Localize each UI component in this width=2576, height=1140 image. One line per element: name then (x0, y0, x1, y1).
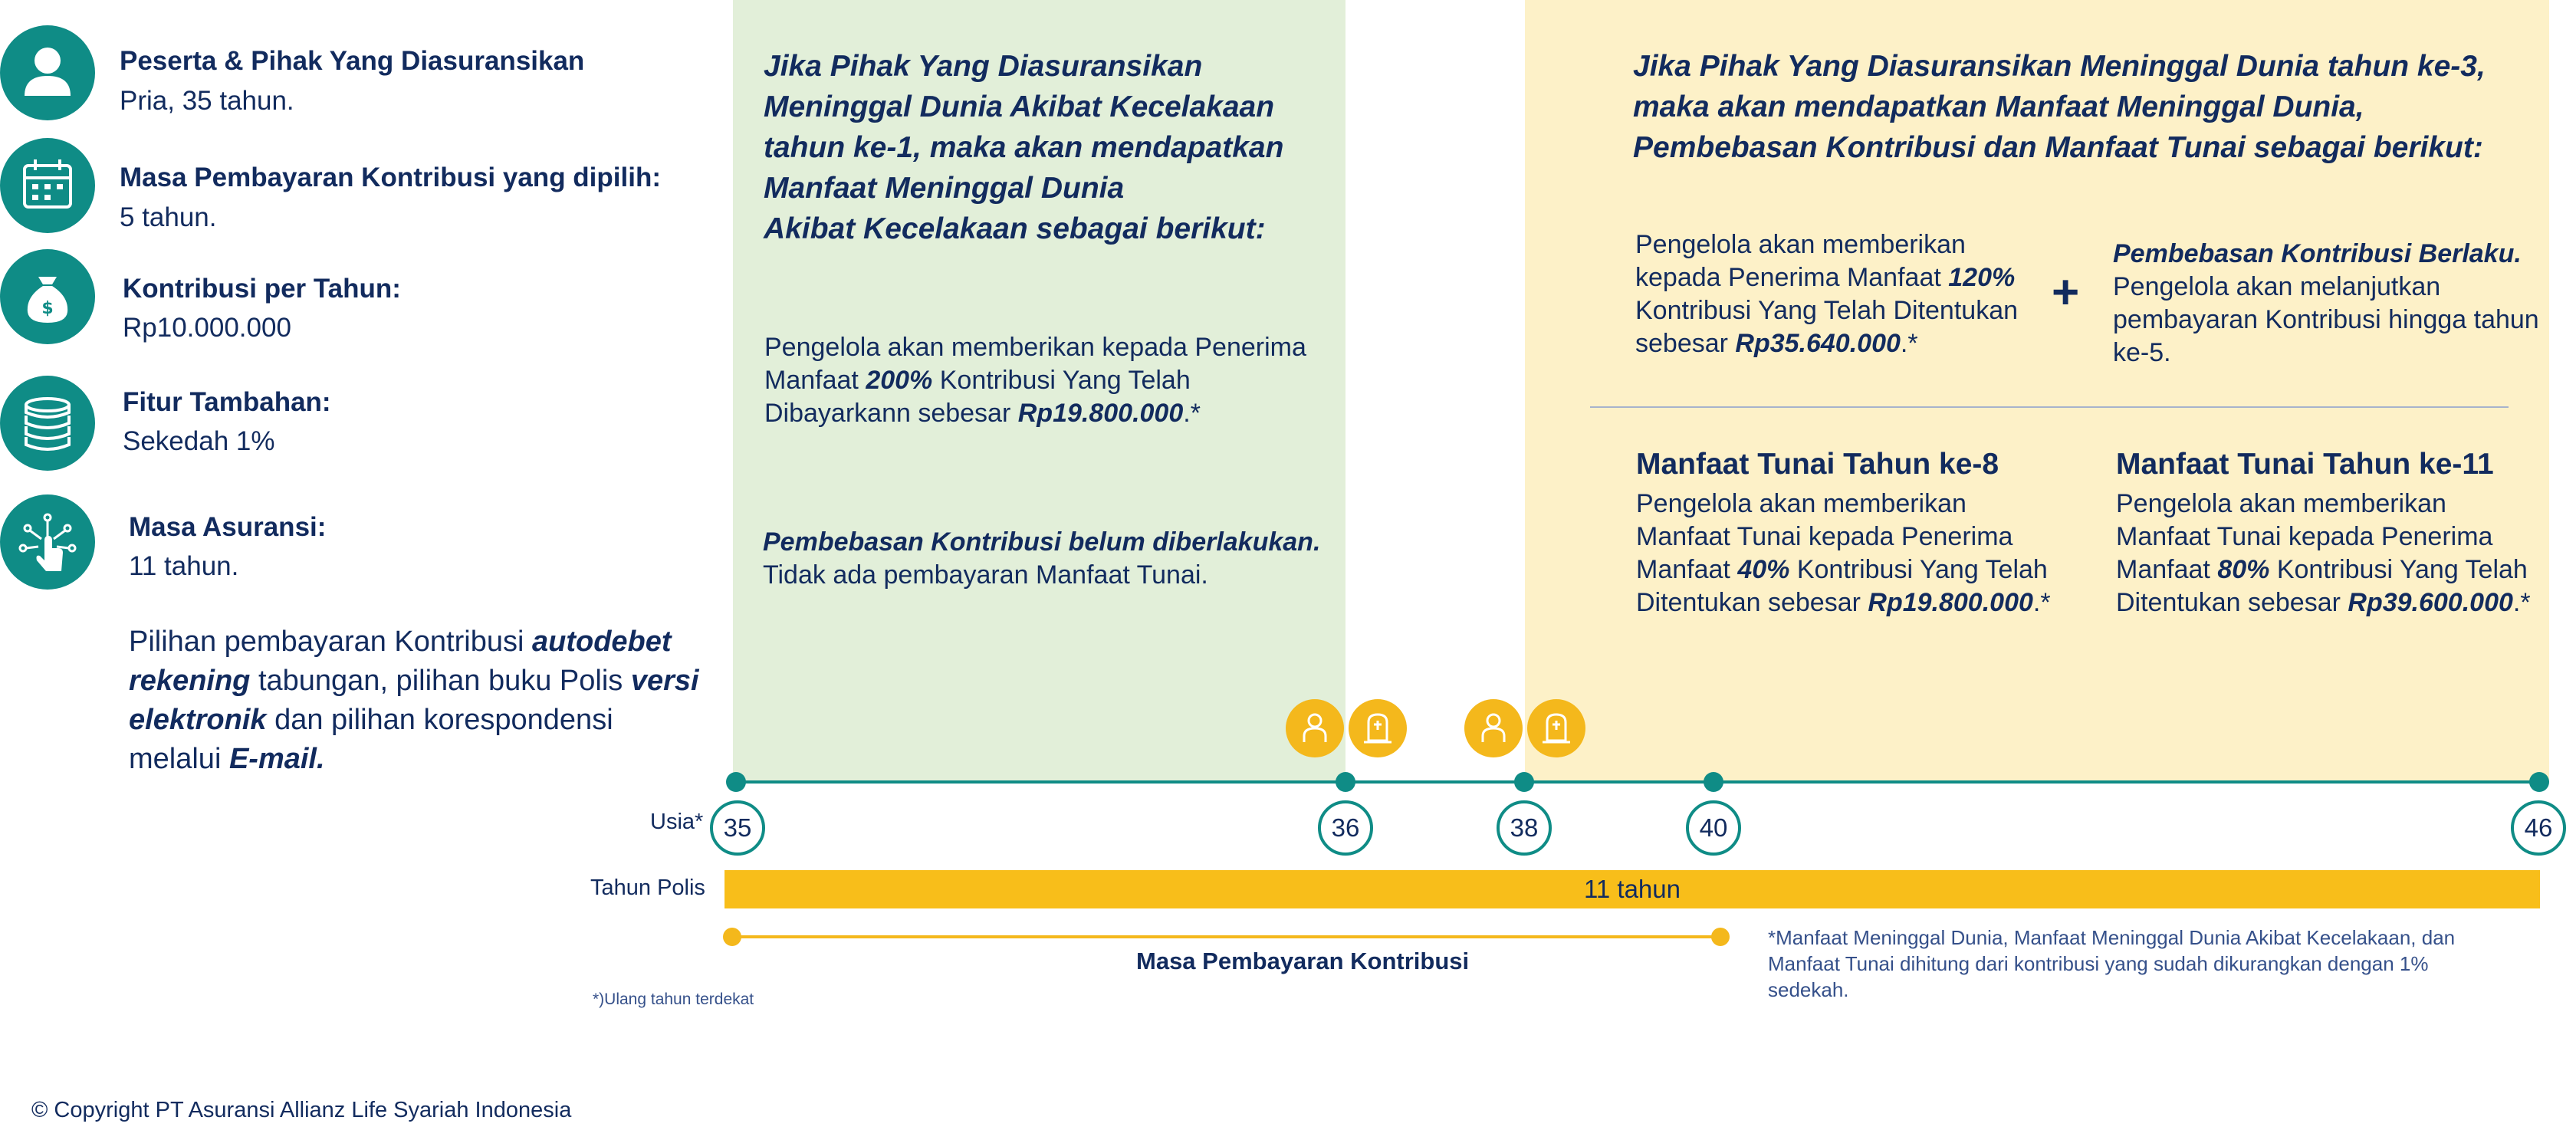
cash-benefit-11-title: Manfaat Tunai Tahun ke-11 (2116, 448, 2494, 481)
calendar-icon (0, 138, 95, 233)
timeline-dot (1704, 772, 1723, 792)
accident-heading: Jika Pihak Yang Diasuransikan Meninggal Dunia Akibat Kecelakaan tahun ke-1, maka akan mendapatkan Manfaat Meninggal Dunia Akibat Kecelakaan sebagai berikut: (764, 50, 1284, 245)
payment-period-line (732, 935, 1720, 938)
person-icon (1464, 699, 1523, 757)
age-axis-label: Usia* (650, 810, 704, 834)
policy-term-bar: 11 tahun (724, 870, 2540, 908)
tombstone-icon (1527, 699, 1585, 757)
insurance-term-value: 11 tahun. (129, 551, 239, 581)
rider-title: Fitur Tambahan: (123, 387, 331, 417)
death-benefit-text: Pengelola akan memberikan kepada Penerima Manfaat 120% Kontribusi Yang Telah Ditentukan sebesar Rp35.640.000.* (1635, 230, 2019, 358)
accident-benefit-text: Pengelola akan memberikan kepada Penerima Manfaat 200% Kontribusi Yang Telah Dibayarkann sebesar Rp19.800.000.* (764, 333, 1306, 428)
age-marker: 40 (1686, 800, 1741, 856)
payment-period-label: Masa Pembayaran Kontribusi (1136, 948, 1470, 974)
payment-period-end-dot (1711, 928, 1730, 946)
timeline-dot (2529, 772, 2549, 792)
svg-text:$: $ (41, 299, 54, 318)
cash-benefit-8-text: Pengelola akan memberikan Manfaat Tunai kepada Penerima Manfaat 40% Kontribusi Yang Telah Ditentukan sebesar Rp19.800.000.* (1636, 489, 2051, 617)
death-heading: Jika Pihak Yang Diasuransikan Meninggal Dunia tahun ke-3, maka akan mendapatkan Manfaat Meninggal Dunia, Pembebasan Kontribusi dan Manfaat Tunai sebagai berikut: (1633, 50, 2486, 164)
cash-benefit-11-text: Pengelola akan memberikan Manfaat Tunai kepada Penerima Manfaat 80% Kontribusi Yang Telah Ditentukan sebesar Rp39.600.000.* (2116, 489, 2531, 617)
contribution-title: Kontribusi per Tahun: (123, 274, 401, 304)
cash-benefit-8-title: Manfaat Tunai Tahun ke-8 (1636, 448, 1999, 481)
timeline-dot (726, 772, 746, 792)
payment-term-title: Masa Pembayaran Kontribusi yang dipilih: (120, 163, 661, 192)
tombstone-icon (1349, 699, 1407, 757)
age-marker: 36 (1318, 800, 1373, 856)
payment-options-note: Pilihan pembayaran Kontribusi autodebet rekening tabungan, pilihan buku Polis versi elektronik dan pilihan korespondensi melalui E-mail. (129, 626, 699, 775)
age-marker: 35 (710, 800, 765, 856)
insured-title: Peserta & Pihak Yang Diasuransikan (120, 46, 585, 76)
money-bag-icon (0, 249, 95, 344)
age-marker: 38 (1497, 800, 1552, 856)
section-divider (1590, 406, 2509, 408)
person-icon (0, 25, 95, 120)
copyright-text: © Copyright PT Asuransi Allianz Life Syariah Indonesia (31, 1098, 572, 1122)
insured-value: Pria, 35 tahun. (120, 86, 294, 116)
timeline-dot (1336, 772, 1355, 792)
timeline-axis (736, 780, 2541, 784)
death-waiver: Pembebasan Kontribusi Berlaku. Pengelola akan melanjutkan pembayaran Kontribusi hingga tahun ke-5. (2113, 239, 2539, 367)
age-footnote: *)Ulang tahun terdekat (593, 991, 754, 1008)
plus-sign: + (2052, 266, 2080, 319)
policy-year-label: Tahun Polis (590, 876, 705, 900)
rider-value: Sekedah 1% (123, 426, 275, 456)
timeline-dot (1514, 772, 1534, 792)
calculation-footnote: *Manfaat Meninggal Dunia, Manfaat Meninggal Dunia Akibat Kecelakaan, dan Manfaat Tunai dihitung dari kontribusi yang sudah dikurangkan dengan 1% sedekah. (1768, 926, 2456, 1001)
payment-term-value: 5 tahun. (120, 202, 217, 232)
payment-period-start-dot (723, 928, 741, 946)
age-marker: 46 (2511, 800, 2566, 856)
accident-waiver: Pembebasan Kontribusi belum diberlakukan. Tidak ada pembayaran Manfaat Tunai. (763, 527, 1321, 590)
touch-network-icon (0, 494, 95, 590)
coins-stack-icon (0, 376, 95, 471)
contribution-value: Rp10.000.000 (123, 313, 291, 343)
insurance-term-title: Masa Asuransi: (129, 512, 327, 542)
person-icon (1286, 699, 1344, 757)
